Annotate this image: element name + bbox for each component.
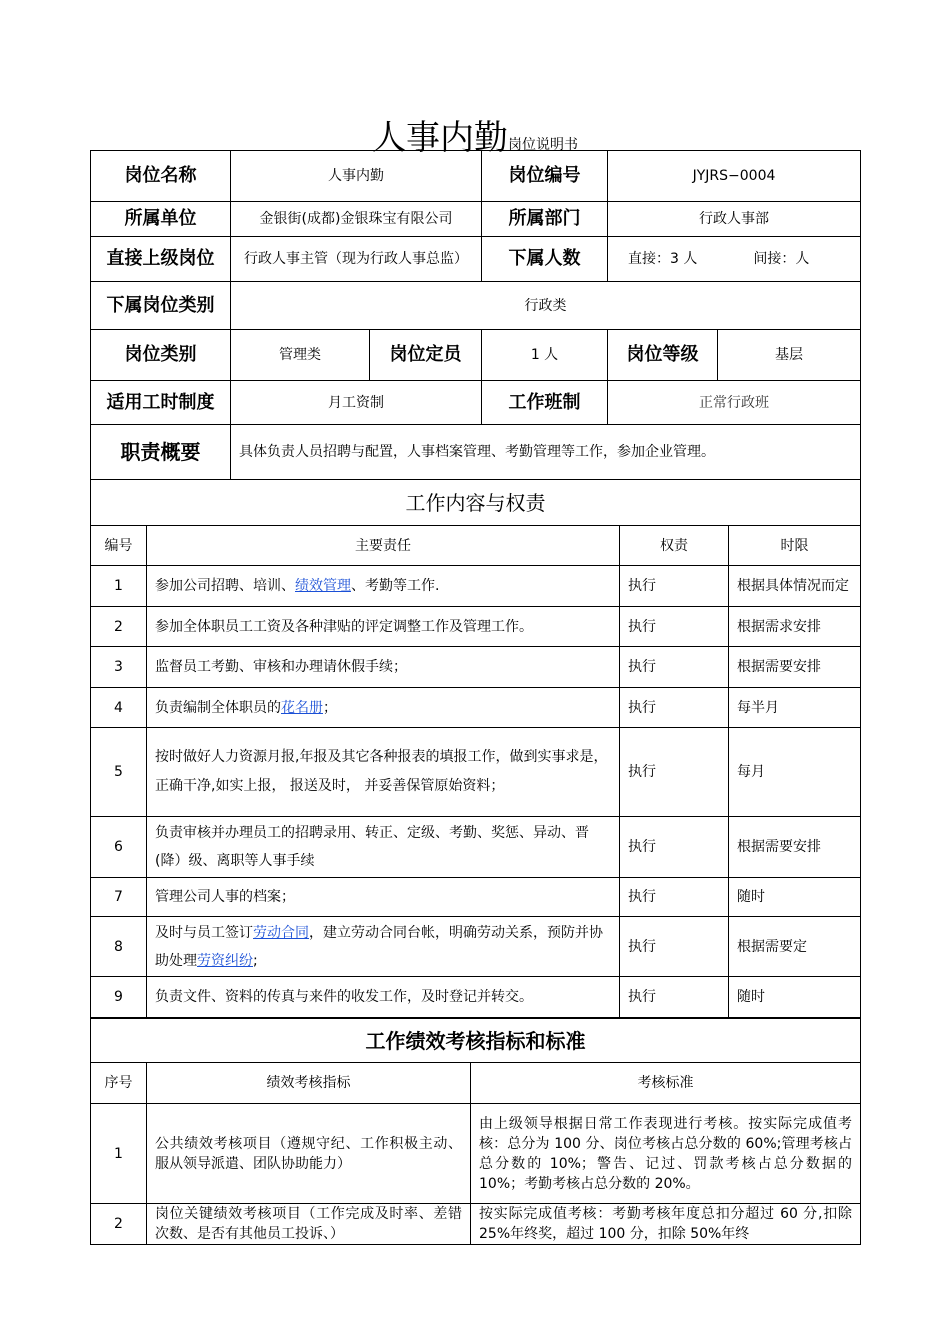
- label-hours: 适用工时制度: [91, 381, 231, 425]
- link-roster[interactable]: 花名册: [281, 699, 323, 716]
- row-limit: 随时: [729, 878, 861, 917]
- row-auth: 执行: [620, 917, 729, 977]
- hours: 月工资制: [231, 381, 482, 425]
- row-limit: 根据需要定: [729, 917, 861, 977]
- label-summary: 职责概要: [91, 425, 231, 480]
- row-limit: 随时: [729, 977, 861, 1018]
- sub-category: 行政类: [231, 282, 861, 330]
- row-no: 3: [91, 647, 147, 688]
- link-labor-contract[interactable]: 劳动合同: [253, 924, 309, 941]
- row-no: 1: [91, 566, 147, 607]
- row-duty: [147, 566, 620, 607]
- kpi-indicator: 公共绩效考核项目（遵规守纪、工作积极主动、服从领导派遣、团队协助能力）: [147, 1104, 471, 1204]
- table-row: [91, 647, 861, 688]
- row-duty: 管理公司人事的档案；: [147, 878, 620, 917]
- row-no: 8: [91, 917, 147, 977]
- label-grade: 岗位等级: [608, 330, 718, 381]
- sub-direct: 直接：3 人: [628, 251, 698, 267]
- row-limit: 根据需求安排: [729, 607, 861, 647]
- row-auth: 执行: [620, 728, 729, 817]
- post-category: 管理类: [231, 330, 370, 381]
- row-duty: 监督员工考勤、审核和办理请休假手续；: [147, 647, 620, 688]
- subordinate-counts: [608, 237, 861, 282]
- row-duty: 负责文件、资料的传真与来件的收发工作，及时登记并转交。: [147, 977, 620, 1018]
- kpi-no: 2: [91, 1204, 147, 1245]
- duties-title: 工作内容与权责: [91, 480, 861, 526]
- row-auth: 执行: [620, 607, 729, 647]
- duty-text: 参加公司招聘、培训、: [155, 578, 295, 594]
- label-subordinates: 下属人数: [482, 237, 608, 282]
- link-labor-dispute[interactable]: 劳资纠纷: [197, 952, 253, 969]
- kpi-standard: 按实际完成值考核：考勤考核年度总扣分超过 60 分,扣除 25%年终奖，超过 100 分，扣除 50%年终: [471, 1204, 861, 1245]
- row-limit: 每月: [729, 728, 861, 817]
- label-superior: 直接上级岗位: [91, 237, 231, 282]
- duty-text: ，建立劳动合同台帐，明确劳动关系，预防并协助处理: [155, 924, 603, 969]
- header-no: 编号: [91, 526, 147, 566]
- title-main: 人事内勤: [372, 118, 508, 158]
- row-auth: 执行: [620, 688, 729, 728]
- table-row: [91, 607, 861, 647]
- row-auth: 执行: [620, 566, 729, 607]
- dept: 行政人事部: [608, 202, 861, 237]
- table-row: [91, 566, 861, 607]
- label-post-code: 岗位编号: [482, 151, 608, 202]
- header-indicator: 绩效考核指标: [147, 1063, 471, 1104]
- row-no: 9: [91, 977, 147, 1018]
- duty-text: 及时与员工签订: [155, 924, 253, 941]
- header-limit: 时限: [729, 526, 861, 566]
- row-no: 5: [91, 728, 147, 817]
- kpi-table: [90, 1018, 861, 1245]
- shift: 正常行政班: [608, 381, 861, 425]
- label-dept: 所属部门: [482, 202, 608, 237]
- sub-indirect: 间接：人: [753, 251, 810, 267]
- row-duty: 负责审核并办理员工的招聘录用、转正、定级、考勤、奖惩、异动、晋(降）级、离职等人事手续: [147, 817, 620, 878]
- kpi-standard: 由上级领导根据日常工作表现进行考核。按实际完成值考核：总分为 100 分、岗位考核占总分数的 60%;管理考核占总分数的 10%；警告、记过、罚款考核占总分数据的 10%；考勤考核占总分数的 20%。: [471, 1104, 861, 1204]
- summary: 具体负责人员招聘与配置，人事档案管理、考勤管理等工作，参加企业管理。: [231, 425, 861, 480]
- duty-text: 、考勤等工作.: [351, 578, 440, 594]
- post-name: 人事内勤: [231, 151, 482, 202]
- kpi-indicator: 岗位关键绩效考核项目（工作完成及时率、差错次数、是否有其他员工投诉、）: [147, 1204, 471, 1245]
- table-row: [91, 817, 861, 878]
- label-post-name: 岗位名称: [91, 151, 231, 202]
- duty-text: 负责编制全体职员的: [155, 699, 281, 716]
- header-auth: 权责: [620, 526, 729, 566]
- row-duty: [147, 688, 620, 728]
- label-unit: 所属单位: [91, 202, 231, 237]
- row-no: 4: [91, 688, 147, 728]
- post-info-table: [90, 150, 861, 480]
- kpi-title: 工作绩效考核指标和标准: [91, 1019, 861, 1063]
- row-duty: 参加全体职员工工资及各种津贴的评定调整工作及管理工作。: [147, 607, 620, 647]
- row-no: 7: [91, 878, 147, 917]
- grade: 基层: [718, 330, 861, 381]
- title-sub: 岗位说明书: [508, 137, 578, 153]
- label-shift: 工作班制: [482, 381, 608, 425]
- header-seq: 序号: [91, 1063, 147, 1104]
- row-limit: 根据需要安排: [729, 647, 861, 688]
- header-standard: 考核标准: [471, 1063, 861, 1104]
- duty-text: ;: [253, 952, 258, 969]
- header-duty: 主要责任: [147, 526, 620, 566]
- row-duty: 按时做好人力资源月报,年报及其它各种报表的填报工作，做到实事求是，正确干净,如实上报， 报送及时， 并妥善保管原始资料；: [147, 728, 620, 817]
- superior: 行政人事主管（现为行政人事总监）: [231, 237, 482, 282]
- duties-table: [90, 479, 861, 1018]
- row-duty: [147, 917, 620, 977]
- row-limit: 根据具体情况而定: [729, 566, 861, 607]
- row-auth: 执行: [620, 878, 729, 917]
- table-row: [91, 878, 861, 917]
- table-row: [91, 917, 861, 977]
- label-post-category: 岗位类别: [91, 330, 231, 381]
- row-auth: 执行: [620, 977, 729, 1018]
- table-row: [91, 1104, 861, 1204]
- duty-text: ；: [323, 699, 337, 716]
- table-row: [91, 728, 861, 817]
- link-performance-management[interactable]: 绩效管理: [295, 578, 351, 594]
- row-auth: 执行: [620, 817, 729, 878]
- unit: 金银街(成都)金银珠宝有限公司: [231, 202, 482, 237]
- kpi-no: 1: [91, 1104, 147, 1204]
- row-limit: 每半月: [729, 688, 861, 728]
- row-auth: 执行: [620, 647, 729, 688]
- row-no: 2: [91, 607, 147, 647]
- row-no: 6: [91, 817, 147, 878]
- label-sub-category: 下属岗位类别: [91, 282, 231, 330]
- label-headcount: 岗位定员: [370, 330, 482, 381]
- table-row: [91, 977, 861, 1018]
- table-row: [91, 1204, 861, 1245]
- table-row: [91, 688, 861, 728]
- post-code: JYJRS−0004: [608, 151, 861, 202]
- row-limit: 根据需要安排: [729, 817, 861, 878]
- headcount: 1 人: [482, 330, 608, 381]
